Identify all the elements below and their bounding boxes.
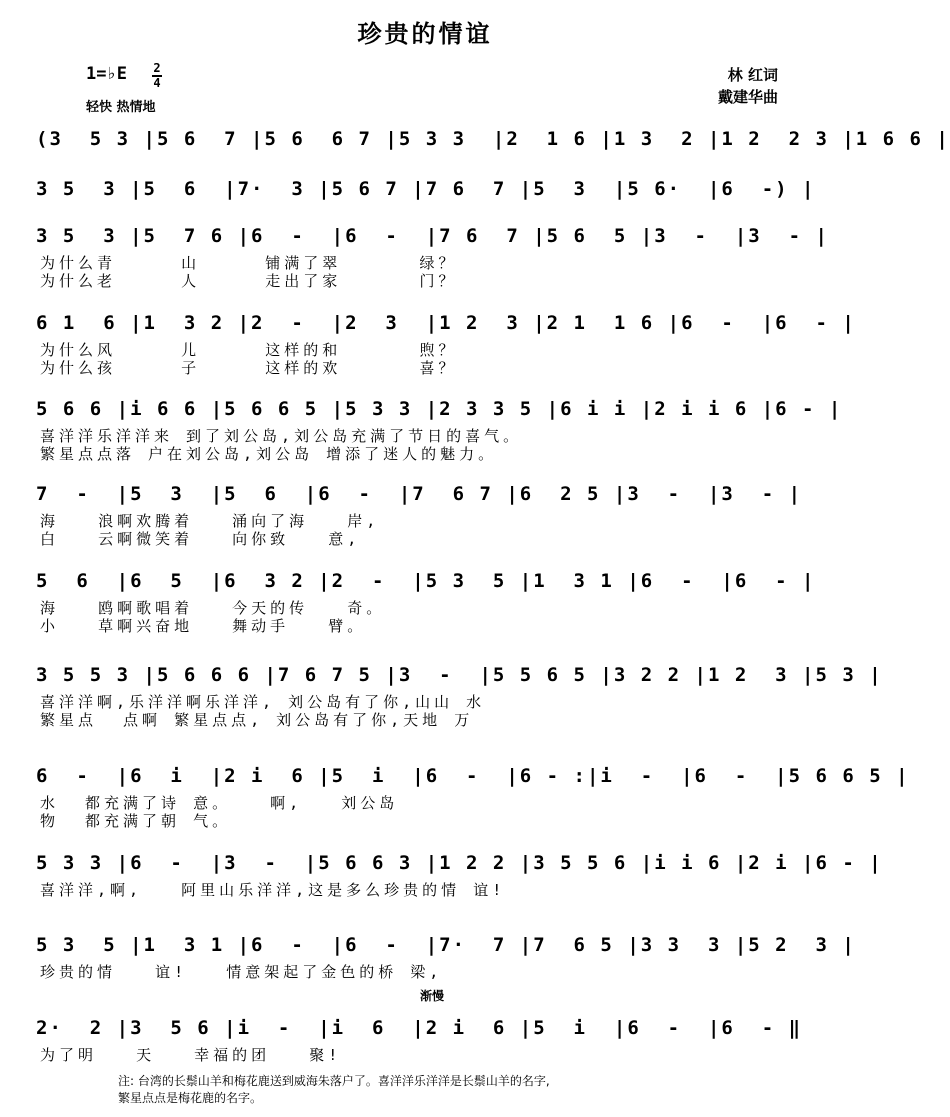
notation-line: 6 1 6 |1 3 2 |2 - |2 3 |1 2 3 |2 1 1 6 |6 - |6 - | — [36, 312, 856, 334]
lyric-line-1: 为什么风 儿 这样的和 煦？ — [40, 341, 458, 359]
lyric-line-2: 繁星点点落 户在刘公岛,刘公岛 增添了迷人的魅力。 — [40, 445, 498, 463]
lyric-line-1: 喜洋洋啊,乐洋洋啊乐洋洋, 刘公岛有了你,山山 水 — [40, 693, 486, 711]
lyric-line-2: 为什么孩 子 这样的欢 喜？ — [40, 359, 458, 377]
slow-marking: 渐慢 — [420, 989, 445, 1003]
notation-line: 6 - |6 i |2 i 6 |5 i |6 - |6 - :|i - |6 - |5 6 6 5 | — [36, 765, 910, 787]
notation-line: (3 5 3 |5 6 7 |5 6 6 7 |5 3 3 |2 1 6 |1 3 2 |1 2 2 3 |1 6 6 | — [36, 128, 950, 150]
key-signature: 1=♭E — [86, 64, 127, 84]
lyric-line-1: 喜洋洋乐洋洋来 到了刘公岛,刘公岛充满了节日的喜气。 — [40, 427, 523, 445]
footnote-line-1: 注: 台湾的长鬃山羊和梅花鹿送到威海朱落户了。喜洋洋乐洋洋是长鬃山羊的名字, — [118, 1074, 550, 1088]
lyric-line-1: 喜洋洋,啊, 阿里山乐洋洋,这是多么珍贵的情 谊! — [40, 881, 506, 899]
notation-line: 5 6 6 |i 6 6 |5 6 6 5 |5 3 3 |2 3 3 5 |6 i i |2 i i 6 |6 - | — [36, 398, 843, 420]
notation-line: 7 - |5 3 |5 6 |6 - |7 6 7 |6 2 5 |3 - |3 - | — [36, 483, 803, 505]
footnote-line-2: 繁星点点是梅花鹿的名字。 — [118, 1091, 263, 1105]
notation-line: 3 5 3 |5 7 6 |6 - |6 - |7 6 7 |5 6 5 |3 - |3 - | — [36, 225, 829, 247]
lyricist-credit: 林 红词 — [727, 66, 778, 84]
notation-line: 5 3 3 |6 - |3 - |5 6 6 3 |1 2 2 |3 5 5 6 |i i 6 |2 i |6 - | — [36, 852, 883, 874]
lyric-line-2: 为什么老 人 走出了家 门？ — [40, 272, 458, 290]
notation-line: 2· 2 |3 5 6 |i - |i 6 |2 i 6 |5 i |6 - |6 - ‖ — [36, 1017, 803, 1039]
notation-line: 3 5 5 3 |5 6 6 6 |7 6 7 5 |3 - |5 5 6 5 |3 2 2 |1 2 3 |5 3 | — [36, 664, 883, 686]
lyric-line-1: 海 鸥啊歌唱着 今天的传 奇。 — [40, 599, 386, 617]
time-top: 2 — [153, 61, 161, 75]
lyric-line-1: 为什么青 山 铺满了翠 绿？ — [40, 254, 458, 272]
lyric-line-2: 白 云啊微笑着 向你致 意, — [40, 530, 361, 548]
lyric-line-2: 繁星点 点啊 繁星点点, 刘公岛有了你,天地 万 — [40, 711, 474, 729]
time-signature — [152, 62, 162, 90]
composer-credit: 戴建华曲 — [717, 88, 778, 106]
lyric-line-1: 海 浪啊欢腾着 涌向了海 岸, — [40, 512, 380, 530]
lyric-line-1: 为了明 天 幸福的团 聚! — [40, 1046, 342, 1064]
notation-line: 5 3 5 |1 3 1 |6 - |6 - |7· 7 |7 6 5 |3 3 3 |5 2 3 | — [36, 934, 856, 956]
footnote — [118, 1073, 818, 1107]
notation-line: 5 6 |6 5 |6 3 2 |2 - |5 3 5 |1 3 1 |6 - |6 - | — [36, 570, 816, 592]
lyric-line-2: 小 草啊兴奋地 舞动手 臂。 — [40, 617, 367, 635]
notation-line: 3 5 3 |5 6 |7· 3 |5 6 7 |7 6 7 |5 3 |5 6· |6 -) | — [36, 178, 816, 200]
lyric-line-1: 水 都充满了诗 意。 啊, 刘公岛 — [40, 794, 399, 812]
song-title: 珍贵的情谊 — [357, 20, 493, 48]
lyric-line-1: 珍贵的情 谊! 情意架起了金色的桥 梁, — [40, 963, 443, 981]
lyric-line-2: 物 都充满了朝 气。 — [40, 812, 232, 830]
time-bottom: 4 — [153, 76, 161, 90]
tempo-marking: 轻快 热情地 — [86, 100, 156, 115]
